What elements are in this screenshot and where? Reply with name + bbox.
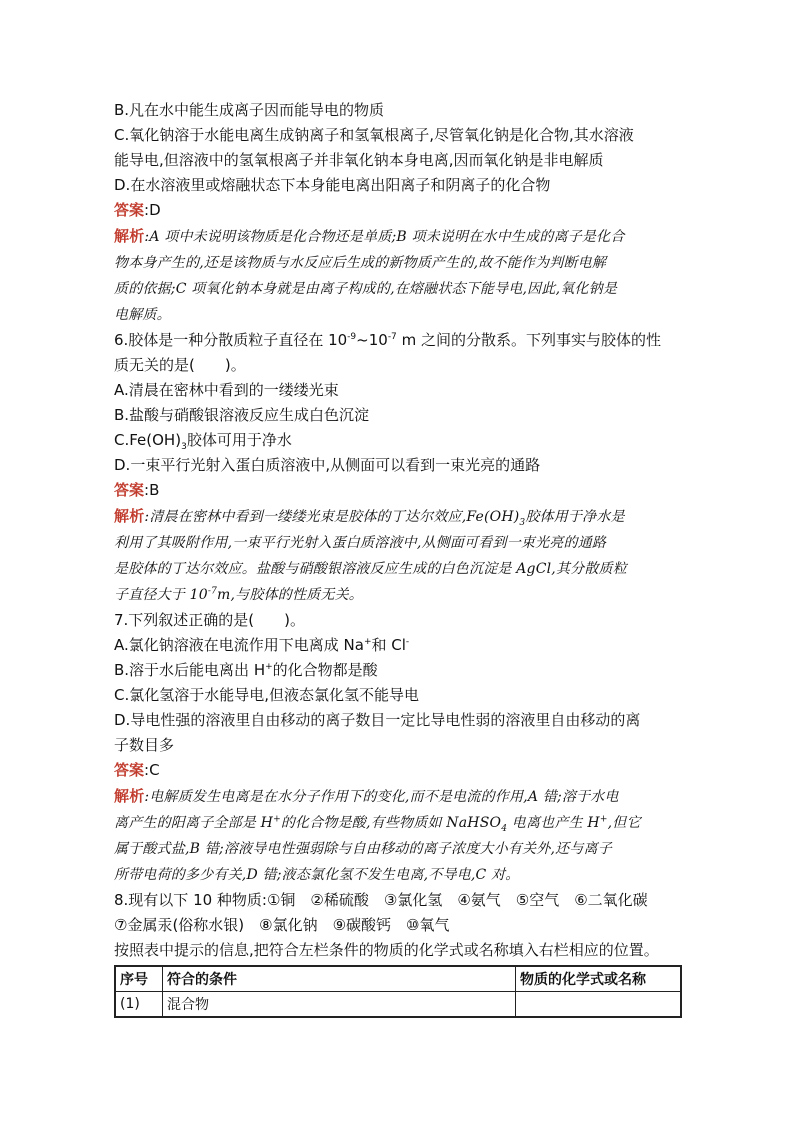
table-header-cell: 物质的化学式或名称 — [516, 966, 682, 992]
answer-label: 答案 — [114, 201, 145, 219]
table-header-cell: 序号 — [115, 966, 163, 992]
q5-explanation-line3: 质的依据;C 项氧化钠本身就是由离子构成的,在熔融状态下能导电,因此,氧化钠是 — [114, 281, 618, 297]
document-page — [114, 98, 694, 1018]
explanation-label: 解析 — [114, 507, 145, 525]
answer-value: :C — [144, 761, 160, 779]
answer-value: :D — [144, 201, 161, 219]
q7-explanation-line2: 离产生的阳离子全部是 H+的化合物是酸,有些物质如 NaHSO$_4$ 电离也产生 H+,但它 — [114, 814, 641, 834]
q6-explanation-line4: 子直径大于 $10^{-7}m$,与胶体的性质无关。 — [114, 586, 363, 603]
q6-stem-line2: 质无关的是( )。 — [114, 356, 246, 374]
q6-stem-line1: 6.胶体是一种分散质粒子直径在 $10^{-9}\sim 10^{-7}$ m 之间的分散系。下列事实与胶体的性 — [114, 331, 661, 349]
explanation-label: 解析 — [114, 227, 145, 245]
table-header-cell: 符合的条件 — [163, 966, 516, 992]
q6-option-a: A.清晨在密林中看到的一缕缕光束 — [114, 381, 339, 399]
q7-option-b: B.溶于水后能电离出 H+的化合物都是酸 — [114, 661, 378, 679]
table-row — [115, 992, 681, 1018]
answer-label: 答案 — [114, 761, 145, 779]
q6-explanation-line3: 是胶体的丁达尔效应。盐酸与硝酸银溶液反应生成的白色沉淀是 AgCl,其分散质粒 — [114, 561, 627, 577]
table-cell: 混合物 — [163, 992, 516, 1018]
table-cell: (1) — [115, 992, 163, 1018]
q8-answer-table — [114, 965, 682, 1018]
q8-stem-line3: 按照表中提示的信息,把符合左栏条件的物质的化学式或名称填入右栏相应的位置。 — [114, 941, 659, 959]
q8-stem-line1: 8.现有以下 10 种物质:①铜 ②稀硫酸 ③氯化氢 ④氨气 ⑤空气 ⑥二氧化碳 — [114, 891, 648, 909]
q7-option-a: A.氯化钠溶液在电流作用下电离成 Na+和 Cl- — [114, 636, 410, 654]
q7-explanation-line3: 属于酸式盐,B 错;溶液导电性强弱除与自由移动的离子浓度大小有关外,还与离子 — [114, 841, 612, 857]
q7-explanation-line4: 所带电荷的多少有关,D 错;液态氯化氢不发生电离,不导电,C 对。 — [114, 867, 520, 883]
q6-answer — [114, 478, 694, 503]
q5-option-c-line1: C.氧化钠溶于水能电离生成钠离子和氢氧根离子,尽管氧化钠是化合物,其水溶液 — [114, 126, 634, 144]
answer-label: 答案 — [114, 481, 145, 499]
q5-answer — [114, 198, 694, 223]
q7-option-c: C.氯化氢溶于水能导电,但液态氯化氢不能导电 — [114, 686, 420, 704]
q7-option-d-line2: 子数目多 — [114, 736, 175, 754]
table-cell-answer-blank[interactable] — [516, 992, 682, 1018]
q6-option-d: D.一束平行光射入蛋白质溶液中,从侧面可以看到一束光亮的通路 — [114, 456, 541, 474]
q5-option-c-line2: 能导电,但溶液中的氢氧根离子并非氧化钠本身电离,因而氧化钠是非电解质 — [114, 151, 604, 169]
q6-explanation-line2: 利用了其吸附作用,一束平行光射入蛋白质溶液中,从侧面可看到一束光亮的通路 — [114, 535, 607, 551]
q5-option-d: D.在水溶液里或熔融状态下本身能电离出阳离子和阴离子的化合物 — [114, 176, 551, 194]
answer-value: :B — [144, 481, 160, 499]
q7-explanation-line1: 解析:电解质发生电离是在水分子作用下的变化,而不是电流的作用,A 错;溶于水电 — [114, 787, 619, 805]
q6-option-c: $C.Fe(OH)_3$胶体可用于净水 — [114, 431, 292, 452]
explanation-label: 解析 — [114, 787, 145, 805]
q6-option-b: B.盐酸与硝酸银溶液反应生成白色沉淀 — [114, 406, 370, 424]
q7-option-d-line1: D.导电性强的溶液里自由移动的离子数目一定比导电性弱的溶液里自由移动的离 — [114, 711, 641, 729]
q7-stem: 7.下列叙述正确的是( )。 — [114, 611, 306, 629]
q5-option-b: B.凡在水中能生成离子因而能导电的物质 — [114, 101, 385, 119]
q5-explanation-line4: 电解质。 — [114, 307, 171, 323]
q8-stem-line2: ⑦金属汞(俗称水银) ⑧氯化钠 ⑨碳酸钙 ⑩氧气 — [114, 916, 450, 934]
table-header-row — [115, 966, 681, 992]
q5-explanation-line2: 物本身产生的,还是该物质与水反应后生成的新物质产生的,故不能作为判断电解 — [114, 255, 607, 271]
q6-explanation-line1: 解析:清晨在密林中看到一缕缕光束是胶体的丁达尔效应$,Fe(OH)_3$胶体用于净水是 — [114, 507, 625, 528]
q7-answer — [114, 758, 694, 783]
q5-explanation-line1: 解析:A 项中未说明该物质是化合物还是单质;B 项未说明在水中生成的离子是化合 — [114, 227, 625, 245]
